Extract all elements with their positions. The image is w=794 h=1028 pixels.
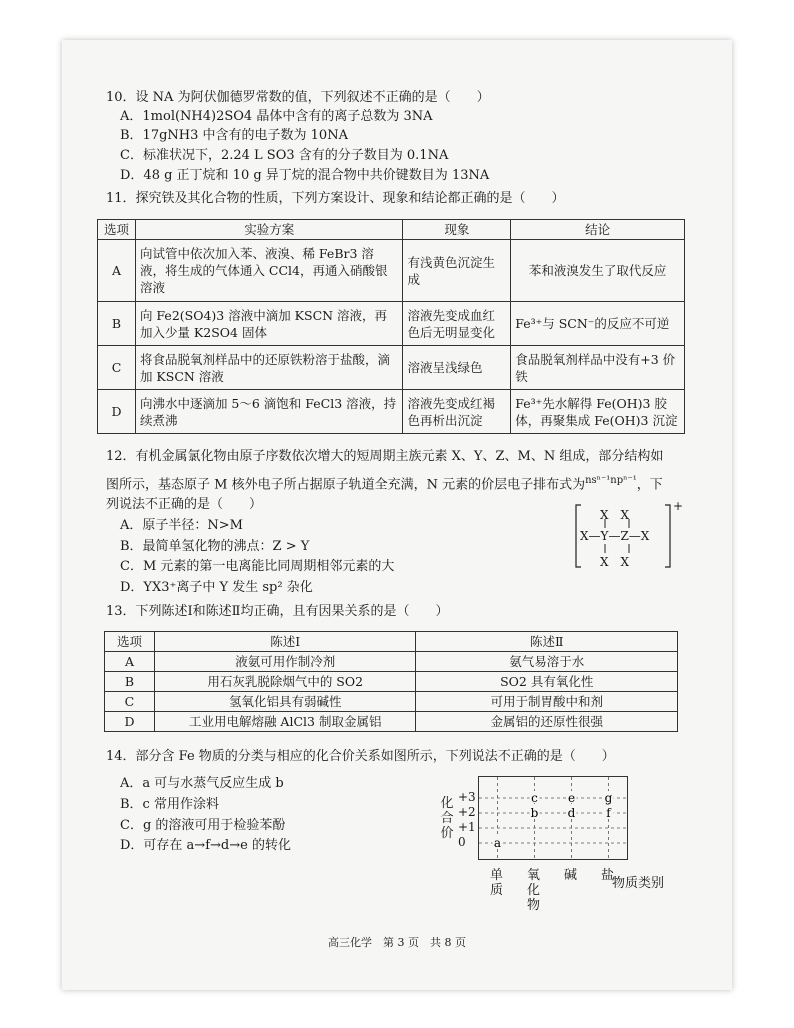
- table-cell: 有浅黄色沉淀生成: [403, 240, 511, 302]
- table-header: 陈述Ⅰ: [154, 632, 416, 652]
- q12-option-a: A．原子半径：N>M: [120, 518, 243, 533]
- table-cell: 苯和液溴发生了取代反应: [511, 240, 685, 302]
- table-row: [98, 346, 685, 390]
- q12-stem-line1: 12．有机金属氯化物由原子序数依次增大的短周期主族元素 X、Y、Z、M、N 组成，部分结构如: [106, 449, 664, 464]
- table-cell: 向沸水中逐滴加 5～6 滴饱和 FeCl3 溶液，持续煮沸: [135, 390, 403, 434]
- table-cell: A: [98, 240, 136, 302]
- q11-table: [97, 219, 685, 434]
- point-label-b: b: [530, 806, 539, 820]
- point-label-g: g: [604, 791, 613, 805]
- q10-option-a: A．1mol(NH4)2SO4 晶体中含有的离子总数为 3NA: [120, 109, 433, 124]
- table-row: [98, 390, 685, 434]
- table-cell: 工业用电解熔融 AlCl3 制取金属铝: [154, 712, 416, 732]
- charge-sign: +: [673, 499, 684, 513]
- point-label-e: e: [567, 791, 576, 805]
- table-cell: 将食品脱氧剂样品中的还原铁粉溶于盐酸，滴加 KSCN 溶液: [135, 346, 403, 390]
- middle-chain: X—Y—Z—X: [580, 529, 650, 543]
- valence-chart: [478, 776, 628, 860]
- table-cell: 可用于制胃酸中和剂: [416, 692, 678, 712]
- table-header: 选项: [105, 632, 155, 652]
- table-cell: 溶液呈浅绿色: [403, 346, 511, 390]
- q11-stem: 11．探究铁及其化合物的性质，下列方案设计、现象和结论都正确的是（ ）: [106, 191, 565, 206]
- table-cell: C: [98, 346, 136, 390]
- table-row: [105, 712, 678, 732]
- x-category-label: 氧化物: [526, 868, 540, 913]
- q14-option-d: D．可存在 a→f→d→e 的转化: [120, 838, 291, 853]
- table-row: [105, 672, 678, 692]
- table-row: [98, 240, 685, 302]
- point-label-f: f: [606, 806, 611, 820]
- table-cell: 向 Fe2(SO4)3 溶液中滴加 KSCN 溶液，再加入少量 K2SO4 固体: [135, 302, 403, 346]
- table-cell: 溶液先变成红褐色再析出沉淀: [403, 390, 511, 434]
- q12-stem-line3: 列说法不正确的是（ ）: [106, 497, 263, 512]
- x-category-label: 盐: [600, 868, 614, 883]
- bottom-atoms: X X: [600, 555, 630, 569]
- y-tick-label: 0: [458, 835, 466, 849]
- table-cell: 氨气易溶于水: [416, 652, 678, 672]
- table-cell: B: [105, 672, 155, 692]
- table-cell: C: [105, 692, 155, 712]
- table-cell: Fe³⁺与 SCN⁻的反应不可逆: [511, 302, 685, 346]
- table-header: 陈述Ⅱ: [416, 632, 678, 652]
- page-footer: 高三化学 第 3 页 共 8 页: [328, 936, 466, 949]
- x-category-label: 单质: [489, 868, 503, 898]
- table-header: 现象: [403, 220, 511, 240]
- q12-option-d: D．YX3⁺离子中 Y 发生 sp² 杂化: [120, 580, 313, 595]
- q12-stem-line2: [106, 473, 663, 493]
- q13-stem: 13．下列陈述Ⅰ和陈述Ⅱ均正确，且有因果关系的是（ ）: [106, 604, 449, 619]
- table-cell: 用石灰乳脱除烟气中的 SO2: [154, 672, 416, 692]
- top-atoms: X X: [600, 508, 630, 522]
- table-cell: 金属铝的还原性很强: [416, 712, 678, 732]
- table-row: [105, 692, 678, 712]
- table-header: 实验方案: [135, 220, 403, 240]
- q13-table: [104, 631, 678, 732]
- point-label-c: c: [531, 791, 538, 805]
- table-cell: 向试管中依次加入苯、液溴、稀 FeBr3 溶液，将生成的气体通入 CCl4，再通入硝酸银溶液: [135, 240, 403, 302]
- table-cell: 液氨可用作制冷剂: [154, 652, 416, 672]
- x-category-label: 碱: [563, 868, 577, 883]
- q12-option-b: B．最简单氢化物的沸点：Z > Y: [120, 539, 310, 554]
- table-header-row: [98, 220, 685, 240]
- table-header: 选项: [98, 220, 136, 240]
- table-cell: 食品脱氧剂样品中没有+3 价铁: [511, 346, 685, 390]
- table-cell: 氢氧化铝具有弱碱性: [154, 692, 416, 712]
- ion-structure-diagram: [575, 499, 687, 569]
- table-cell: Fe³⁺先水解得 Fe(OH)3 胶体，再聚集成 Fe(OH)3 沉淀: [511, 390, 685, 434]
- q10-stem: 10．设 NA 为阿伏伽德罗常数的值，下列叙述不正确的是（ ）: [106, 90, 490, 105]
- q10-option-b: B．17gNH3 中含有的电子数为 10NA: [120, 128, 348, 143]
- table-cell: D: [105, 712, 155, 732]
- table-row: [105, 652, 678, 672]
- table-cell: 溶液先变成血红色后无明显变化: [403, 302, 511, 346]
- q12-option-c: C．M 元素的第一电离能比同周期相邻元素的大: [120, 559, 395, 574]
- table-row: [98, 302, 685, 346]
- q12-stem-text: 图所示，基态原子 M 核外电子所占据原子轨道全充满，N 元素的价层电子排布式为: [106, 477, 586, 493]
- q14-option-b: B．c 常用作涂料: [120, 797, 219, 812]
- q10-option-c: C．标准状况下，2.24 L SO3 含有的分子数目为 0.1NA: [120, 148, 449, 163]
- y-tick-label: +2: [458, 805, 476, 819]
- q14-option-a: A．a 可与水蒸气反应生成 b: [120, 776, 284, 791]
- chart-x-axis-label: 物质类别: [612, 876, 665, 891]
- point-label-d: d: [567, 806, 576, 820]
- chart-plot: [479, 777, 627, 859]
- table-header-row: [105, 632, 678, 652]
- table-cell: D: [98, 390, 136, 434]
- table-cell: B: [98, 302, 136, 346]
- q10-option-d: D．48 g 正丁烷和 10 g 异丁烷的混合物中共价键数目为 13NA: [120, 168, 490, 183]
- y-tick-label: +1: [458, 820, 476, 834]
- y-tick-label: +3: [458, 790, 476, 804]
- table-cell: A: [105, 652, 155, 672]
- chart-y-axis-label: 化合价: [440, 796, 454, 841]
- table-header: 结论: [511, 220, 685, 240]
- q14-option-c: C．g 的溶液可用于检验苯酚: [120, 818, 286, 833]
- valence-config: nsⁿ⁻¹npⁿ⁻¹: [585, 475, 637, 486]
- table-cell: SO2 具有氧化性: [416, 672, 678, 692]
- point-label-a: a: [493, 836, 502, 850]
- q12-stem-tail: ，下: [636, 477, 663, 493]
- q14-stem: 14．部分含 Fe 物质的分类与相应的化合价关系如图所示，下列说法不正确的是（ ）: [106, 749, 615, 764]
